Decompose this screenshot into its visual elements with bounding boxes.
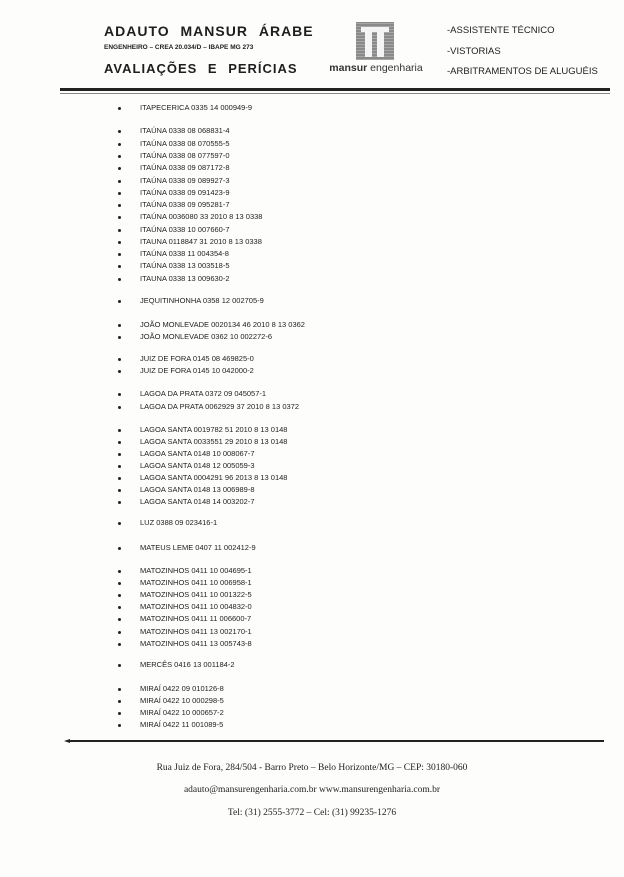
services-list <box>447 21 598 83</box>
bullet-icon <box>118 265 121 268</box>
bullet-icon <box>118 241 121 244</box>
bullet-icon <box>118 229 121 232</box>
list-item: LAGOA SANTA 0148 10 008067-7 <box>118 449 255 459</box>
footer-divider <box>68 740 604 742</box>
bullet-icon <box>118 336 121 339</box>
list-item: LAGOA SANTA 0019782 51 2010 8 13 0148 <box>118 425 287 435</box>
company-name: ADAUTO MANSUR ÁRABE <box>104 23 314 39</box>
header-divider <box>60 88 610 91</box>
bullet-icon <box>118 167 121 170</box>
bullet-icon <box>118 204 121 207</box>
list-item: JOÃO MONLEVADE 0362 10 002272-6 <box>118 332 272 342</box>
list-item: ITAÚNA 0338 09 095281-7 <box>118 200 230 210</box>
service-item: -ARBITRAMENTOS DE ALUGUÉIS <box>447 66 598 77</box>
bullet-icon <box>118 643 121 646</box>
list-item: ITAÚNA 0338 09 089927-3 <box>118 176 230 186</box>
bullet-icon <box>118 216 121 219</box>
list-item: JEQUITINHONHA 0358 12 002705-9 <box>118 296 264 306</box>
list-item: LAGOA DA PRATA 0372 09 045057-1 <box>118 389 266 399</box>
bullet-icon <box>118 143 121 146</box>
mansur-logo <box>325 22 427 78</box>
header-divider-thin <box>60 93 610 94</box>
list-item: MATEUS LEME 0407 11 002412-9 <box>118 543 256 553</box>
list-item: LAGOA SANTA 0004291 96 2013 8 13 0148 <box>118 473 287 483</box>
bullet-icon <box>118 522 121 525</box>
list-item: ITAÚNA 0036080 33 2010 8 13 0338 <box>118 212 262 222</box>
bullet-icon <box>118 429 121 432</box>
list-item: ITAÚNA 0338 09 091423-9 <box>118 188 230 198</box>
list-item: MATOZINHOS 0411 10 001322-5 <box>118 590 252 600</box>
bullet-icon <box>118 180 121 183</box>
list-item: ITAUNA 0118847 31 2010 8 13 0338 <box>118 237 262 247</box>
bullet-icon <box>118 570 121 573</box>
logo-word-mansur: mansur <box>329 62 368 74</box>
list-item: LAGOA SANTA 0148 12 005059-3 <box>118 461 255 471</box>
service-item: -ASSISTENTE TÉCNICO <box>447 25 555 36</box>
bullet-icon <box>118 253 121 256</box>
list-item: ITAÚNA 0338 08 070555-5 <box>118 139 230 149</box>
list-item: ITAPECERICA 0335 14 000949-9 <box>118 103 252 113</box>
engineer-credentials: ENGENHEIRO – CREA 20.034/D – IBAPE MG 273 <box>104 44 254 51</box>
bullet-icon <box>118 465 121 468</box>
bullet-icon <box>118 358 121 361</box>
list-item: MATOZINHOS 0411 13 005743-8 <box>118 639 252 649</box>
bullet-icon <box>118 582 121 585</box>
list-item: LUZ 0388 09 023416-1 <box>118 518 217 528</box>
list-item: ITAÚNA 0338 08 077597-0 <box>118 151 230 161</box>
list-item: ITAÚNA 0338 09 087172-8 <box>118 163 230 173</box>
list-item: MIRAÍ 0422 09 010126-8 <box>118 684 224 694</box>
footer-address: Rua Juiz de Fora, 284/504 - Barro Preto – Belo Horizonte/MG – CEP: 30180-060 <box>156 763 468 773</box>
bullet-icon <box>118 712 121 715</box>
bullet-icon <box>118 441 121 444</box>
list-item: MATOZINHOS 0411 11 006600-7 <box>118 614 251 624</box>
bullet-icon <box>118 594 121 597</box>
list-item: JUIZ DE FORA 0145 10 042000-2 <box>118 366 254 376</box>
bullet-icon <box>118 688 121 691</box>
service-item: -VISTORIAS <box>447 45 501 57</box>
list-item: ITAÚNA 0338 11 004354-8 <box>118 249 229 259</box>
bullet-icon <box>118 324 121 327</box>
bullet-icon <box>118 155 121 158</box>
list-item: ITAUNA 0338 13 009630-2 <box>118 274 230 284</box>
bullet-icon <box>118 477 121 480</box>
footer-phones: Tel: (31) 2555-3772 – Cel: (31) 99235-1276 <box>227 808 397 818</box>
bullet-icon <box>118 192 121 195</box>
bullet-icon <box>118 664 121 667</box>
list-item: MATOZINHOS 0411 10 006958-1 <box>118 578 252 588</box>
bullet-icon <box>118 406 121 409</box>
bullet-icon <box>118 700 121 703</box>
bullet-icon <box>118 453 121 456</box>
list-item: LAGOA SANTA 0148 13 006989-8 <box>118 485 255 495</box>
logo-word-engenharia: engenharia <box>370 62 423 74</box>
list-item: LAGOA DA PRATA 0062929 37 2010 8 13 0372 <box>118 402 299 412</box>
footer-contact-web: adauto@mansurengenharia.com.br www.mansurengenharia.com.br <box>183 785 441 795</box>
list-item: LAGOA SANTA 0033551 29 2010 8 13 0148 <box>118 437 287 447</box>
list-item: MIRAÍ 0422 11 001089-5 <box>118 720 223 730</box>
list-item: MATOZINHOS 0411 10 004695-1 <box>118 566 252 576</box>
list-item: ITAÚNA 0338 08 068831-4 <box>118 126 230 136</box>
logo-wordmark <box>325 62 427 74</box>
list-item: MERCÊS 0416 13 001184-2 <box>118 660 235 670</box>
list-item: ITAÚNA 0338 10 007660-7 <box>118 225 230 235</box>
bullet-icon <box>118 501 121 504</box>
bullet-icon <box>118 631 121 634</box>
list-item: JOÃO MONLEVADE 0020134 46 2010 8 13 0362 <box>118 320 305 330</box>
bullet-icon <box>118 370 121 373</box>
bullet-icon <box>118 724 121 727</box>
list-item: MIRAÍ 0422 10 000657-2 <box>118 708 224 718</box>
logo-mark-icon <box>356 22 394 60</box>
list-item: ITAÚNA 0338 13 003518-5 <box>118 261 230 271</box>
bullet-icon <box>118 606 121 609</box>
bullet-icon <box>118 489 121 492</box>
bullet-icon <box>118 278 121 281</box>
list-item: JUIZ DE FORA 0145 08 469825-0 <box>118 354 254 364</box>
bullet-icon <box>118 130 121 133</box>
list-item: MATOZINHOS 0411 10 004832-0 <box>118 602 252 612</box>
bullet-icon <box>118 547 121 550</box>
bullet-icon <box>118 393 121 396</box>
bullet-icon <box>118 107 121 110</box>
bullet-icon <box>118 618 121 621</box>
bullet-icon <box>118 300 121 303</box>
list-item: MATOZINHOS 0411 13 002170-1 <box>118 627 252 637</box>
list-item: LAGOA SANTA 0148 14 003202-7 <box>118 497 255 507</box>
list-item: MIRAÍ 0422 10 000298-5 <box>118 696 224 706</box>
activity-title: AVALIAÇÕES E PERÍCIAS <box>104 61 298 76</box>
